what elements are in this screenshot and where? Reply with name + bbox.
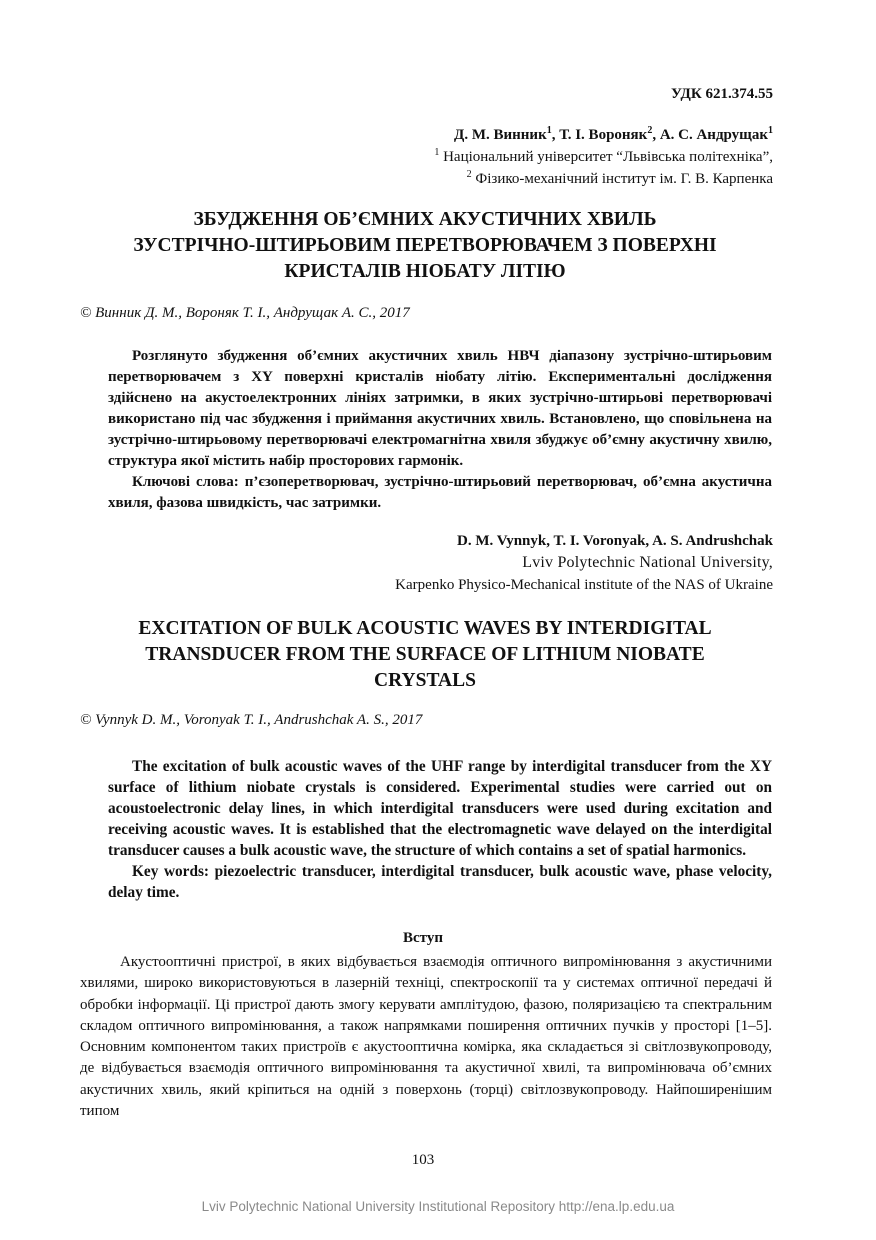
- udc-code: УДК 621.374.55: [671, 86, 773, 102]
- ua-affiliation-text: Національний університет “Львівська політехніка”,: [443, 149, 773, 165]
- ua-author-name: Т. І. Вороняк: [559, 127, 648, 143]
- ua-title-line: ЗУСТРІЧНО-ШТИРЬОВИМ ПЕРЕТВОРЮВАЧЕМ З ПОВЕРХНІ: [133, 235, 717, 256]
- ua-author-sup: 2: [647, 125, 653, 136]
- ua-author-block: [273, 124, 773, 190]
- en-affiliation: Lviv Polytechnic National University,: [522, 554, 773, 571]
- en-abstract: [108, 756, 772, 903]
- en-keywords: Key words: piezoelectric transducer, interdigital transducer, bulk acoustic wave, phase velocity, delay time.: [108, 863, 772, 901]
- ua-author-name: А. С. Андрущак: [659, 127, 768, 143]
- intro-body: [80, 952, 772, 1122]
- ua-affiliation-text: Фізико-механічний інститут ім. Г. В. Карпенка: [475, 171, 773, 187]
- ua-keywords: Ключові слова: п’єзоперетворювач, зустрічно-штирьовий перетворювач, об’ємна акустична хвиля, фазова швидкість, час затримки.: [108, 474, 772, 511]
- en-abstract-text: The excitation of bulk acoustic waves of the UHF range by interdigital transducer from the XY surface of lithium niobate crystals is considered. Experimental studies were carried out on acoustoelectronic delay lines, in which interdigital transducers were used during excitation and receiving acoustic waves. It is established that the electromagnetic wave delayed on the interdigital transducer causes a bulk acoustic wave, the structure of which contains a set of spatial harmonics.: [108, 758, 772, 859]
- en-title-line: CRYSTALS: [374, 670, 476, 691]
- en-copyright: © Vynnyk D. M., Voronyak T. I., Andrushchak A. S., 2017: [80, 712, 423, 728]
- ua-title-line: ЗБУДЖЕННЯ ОБ’ЄМНИХ АКУСТИЧНИХ ХВИЛЬ: [193, 209, 657, 230]
- ua-abstract: [108, 346, 772, 514]
- en-author-block: [253, 530, 773, 596]
- en-title: [80, 616, 770, 694]
- en-title-line: EXCITATION OF BULK ACOUSTIC WAVES BY INTERDIGITAL: [138, 618, 712, 639]
- en-affiliation: Karpenko Physico-Mechanical institute of the NAS of Ukraine: [395, 577, 773, 593]
- page-number: 103: [411, 1152, 435, 1168]
- ua-title-line: КРИСТАЛІВ НІОБАТУ ЛІТІЮ: [284, 261, 566, 282]
- intro-paragraph: Акустооптичні пристрої, в яких відбувається взаємодія оптичного випромінювання з акустичними хвилями, широко використовуються в лазерній техніці, спектроскопії та у системах оптичної передачі й обробки інформації. Ці пристрої дають змогу керувати амплітудою, фазою, поляризацією та спектральним складом оптичного випромінювання, а також напрямками поширення оптичних пучків у просторі [1–5]. Основним компонентом таких пристроїв є акустооптична комірка, яка складається зі світлозвукопроводу, де відбувається взаємодія оптичного випромінювання та акустичної хвилі, та випромінювача об’ємних акустичних хвиль, який кріпиться на одній з поверхонь (торці) світлозвукопроводу. Найпоширенішим типом: [80, 954, 772, 1120]
- ua-author-sup: 1: [546, 125, 552, 136]
- intro-heading: Вступ: [403, 930, 443, 946]
- ua-title: [80, 207, 770, 285]
- ua-author-names: Д. М. Винник$^1$, Т. І. Вороняк$^2$, А. С. Андрущак$^1$: [454, 125, 773, 143]
- ua-affiliation-sup: 2: [466, 169, 472, 180]
- en-title-line: TRANSDUCER FROM THE SURFACE OF LITHIUM NIOBATE: [145, 644, 705, 665]
- ua-abstract-text: Розглянуто збудження об’ємних акустичних хвиль НВЧ діапазону зустрічно-штирьовим перетворювачем з XY поверхні кристалів ніобату літію. Експериментальні дослідження здійснено на акустоелектронних лініях затримки, в яких зустрічно-штирьові перетворювачі використано під час збудження і приймання акустичних хвиль. Встановлено, що сповільнена на зустрічно-штирьовому перетворювачі електромагнітна хвиля збуджує об’ємну акустичну хвилю, структура якої містить набір просторових гармонік.: [108, 348, 772, 469]
- ua-author-name: Д. М. Винник: [454, 127, 547, 143]
- ua-affiliation: [273, 168, 773, 190]
- ua-author-sup: 1: [768, 125, 773, 136]
- ua-copyright: © Винник Д. М., Вороняк Т. І., Андрущак А. С., 2017: [80, 305, 410, 321]
- ua-affiliation: [273, 146, 773, 168]
- ua-affiliation-sup: 1: [434, 147, 440, 158]
- en-author-names: D. M. Vynnyk, T. I. Voronyak, A. S. Andrushchak: [457, 533, 773, 549]
- repository-footer: Lviv Polytechnic National University Institutional Repository http://ena.lp.edu.ua: [201, 1199, 675, 1214]
